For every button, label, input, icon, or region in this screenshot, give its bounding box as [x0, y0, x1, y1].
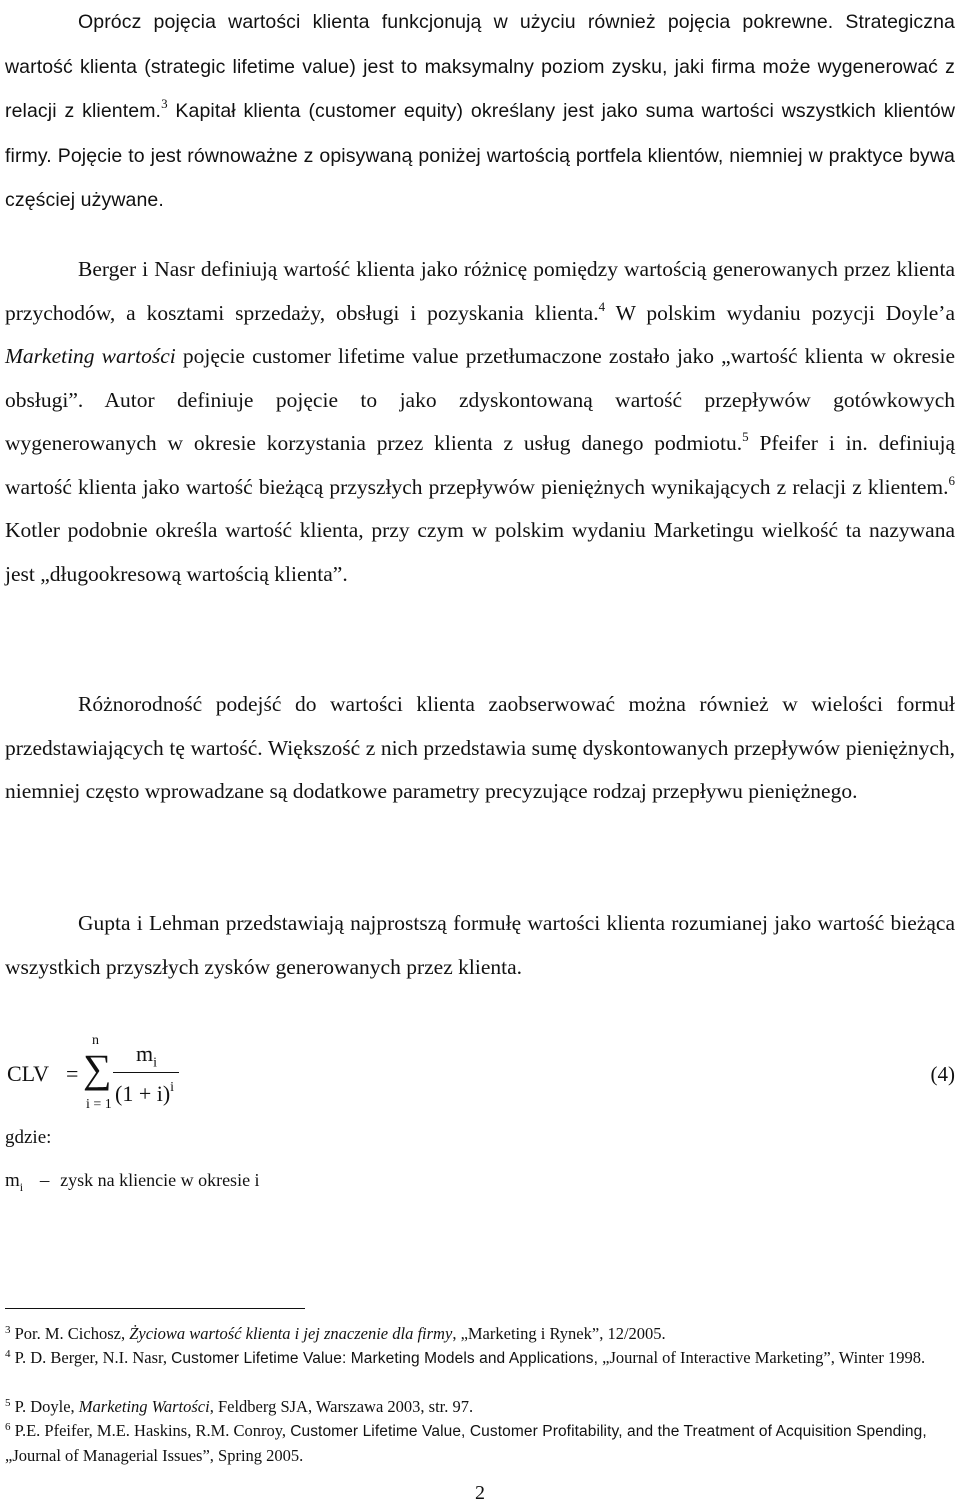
numerator-symbol: m	[136, 1041, 154, 1066]
footnote-text: P.E. Pfeifer, M.E. Haskins, R.M. Conroy,	[10, 1421, 291, 1440]
footnote-ref[interactable]: 6	[948, 472, 955, 488]
footnote-text: P. D. Berger, N.I. Nasr,	[10, 1348, 172, 1367]
paragraph-definitions	[5, 248, 955, 596]
where-label: gdzie:	[5, 1127, 52, 1148]
symbol-legend	[5, 1170, 260, 1195]
footnote-number: 5	[5, 1397, 11, 1409]
footnote-ref[interactable]: 5	[742, 429, 749, 444]
paragraph-text: Pfeifer i in. definiują wartość klienta jako wartość bieżącą przyszłych przepływów pieniężnych wynikających z relacji z klientem.	[5, 431, 956, 499]
sigma-symbol: ∑	[83, 1046, 112, 1091]
paragraph-text: Kapitał klienta (customer equity) określany jest jako suma wartości wszystkich klientów firmy. Pojęcie to jest równoważne z opisywaną poniżej wartością portfela klientów, niemniej w praktyce bywa częściej używane.	[5, 100, 955, 211]
footnote-title: Customer Lifetime Value: Marketing Models and Applications,	[171, 1350, 599, 1367]
paragraph-text: Berger i Nasr definiują wartość klienta jako różnicę pomiędzy wartością generowanych przez klienta przychodów, a kosztami sprzedaży, obsługi i pozyskania klienta.	[5, 257, 955, 325]
paragraph-text: Gupta i Lehman przedstawiają najprostszą formułę wartości klienta rozumianej jako wartość bieżąca wszystkich przyszłych zysków generowanych przez klienta.	[5, 911, 955, 979]
footnote-title: Życiowa wartość klienta i jej znaczenie dla firmy	[129, 1324, 453, 1343]
footnote-title: Marketing Wartości	[78, 1397, 210, 1416]
paragraph-diversity	[5, 683, 955, 814]
paragraph-gupta-lehman	[5, 902, 955, 989]
paragraph-text: Różnorodność podejść do wartości klienta zaobserwować można również w wielości formuł przedstawiających tę wartość. Większość z nich przedstawia sumę dyskontowanych przepływów pieniężnych, niemniej często wprowadzane są dodatkowe parametry precyzujące rodzaj przepływu pieniężnego.	[5, 692, 955, 803]
footnote-text: „Journal of Interactive Marketing”, Winter 1998.	[598, 1348, 926, 1367]
footnote-6	[5, 1419, 955, 1468]
footnote-text: „Journal of Managerial Issues”, Spring 2005.	[5, 1446, 304, 1465]
footnote-4	[5, 1346, 955, 1371]
formula-equals: =	[66, 1061, 79, 1086]
footnote-number: 4	[5, 1348, 11, 1360]
fraction-bar	[113, 1072, 179, 1073]
book-title: Marketing wartości	[5, 344, 176, 368]
formula-lower-limit: i = 1	[86, 1097, 112, 1112]
formula-lhs: CLV	[7, 1061, 49, 1086]
footnote-text: , „Marketing i Rynek”, 12/2005.	[452, 1324, 666, 1343]
legend-symbol: m	[5, 1170, 20, 1191]
legend-dash: –	[39, 1170, 50, 1191]
footnote-5	[5, 1395, 955, 1419]
denominator-exponent: i	[170, 1080, 175, 1095]
paragraph-related-concepts	[5, 0, 955, 223]
footnote-number: 6	[5, 1421, 11, 1433]
clv-formula	[0, 1035, 960, 1130]
formula-denominator	[115, 1081, 174, 1107]
paragraph-text: pojęcie customer lifetime value przetłumaczone zostało jako „wartość klienta w okresie obsługi”. Autor definiuje pojęcie to jako zdyskontowaną wartość przepływów gotówkowych wygenerowanych w okresie korzystania przez klienta z usług danego podmiotu.	[5, 344, 955, 455]
denominator-expression: (1 + i)	[115, 1081, 171, 1106]
footnote-text: , Feldberg SJA, Warszawa 2003, str. 97.	[209, 1397, 474, 1416]
footnote-text: Por. M. Cichosz,	[10, 1324, 130, 1343]
legend-text: zysk na kliencie w okresie i	[60, 1170, 260, 1190]
formula-upper-limit: n	[92, 1033, 99, 1048]
numerator-subscript: i	[153, 1055, 158, 1071]
formula-numerator	[136, 1041, 157, 1071]
equation-number: (4)	[930, 1062, 955, 1086]
footnote-separator	[5, 1308, 305, 1309]
paragraph-text: Oprócz pojęcia wartości klienta funkcjonują w użyciu również pojęcia pokrewne. Strategiczna wartość klienta (strategic lifetime value) jest to maksymalny poziom zysku, jaki firma może wygenerować z relacji z klientem.	[5, 11, 955, 122]
footnote-3	[5, 1322, 955, 1346]
paragraph-text: W polskim wydaniu pozycji Doyle’a	[605, 300, 956, 325]
page-number: 2	[475, 1482, 485, 1504]
footnote-ref[interactable]: 3	[161, 96, 168, 111]
legend-symbol-subscript: i	[19, 1179, 24, 1194]
footnote-text: P. Doyle,	[10, 1397, 79, 1416]
paragraph-text: Kotler podobnie określa wartość klienta, przy czym w polskim wydaniu Marketingu wielkość ta nazywana jest „długookresową wartością klienta”.	[5, 518, 955, 586]
footnote-number: 3	[5, 1324, 11, 1336]
footnote-title: Customer Lifetime Value, Customer Profitability, and the Treatment of Acquisition Spending,	[290, 1423, 927, 1440]
footnote-ref[interactable]: 4	[598, 298, 606, 314]
